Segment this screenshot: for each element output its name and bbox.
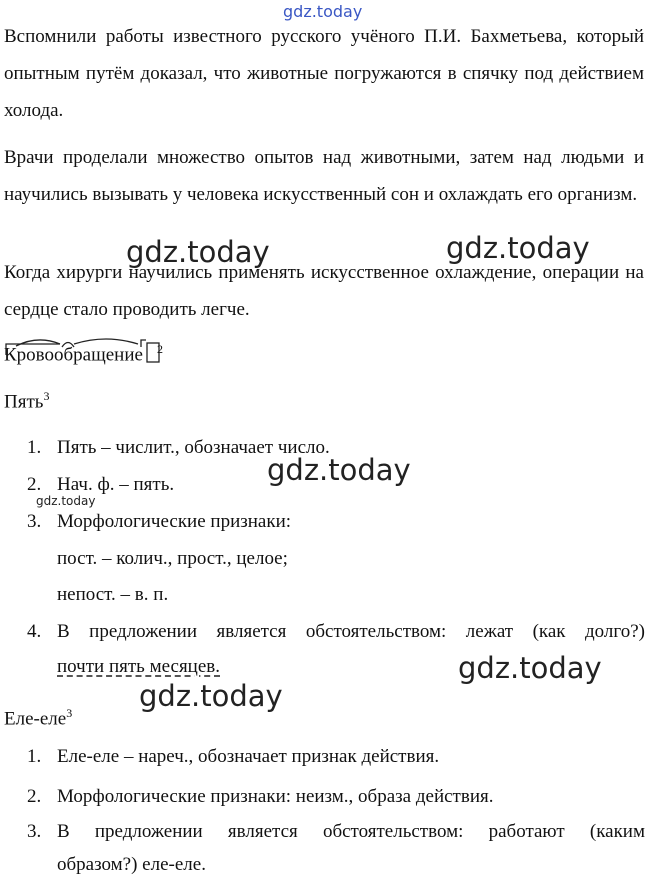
underlined-phrase: почти пять месяцев. [57, 656, 221, 677]
watermark: gdz.today [139, 679, 283, 713]
heading-text: Пять [4, 391, 44, 413]
paragraph: Когда хирурги научились применять искусственное охлаждение, операции на сердце стало проводить легче. [4, 262, 644, 320]
parse-number: 3 [43, 389, 50, 403]
list-item: Еле-еле – нареч., обозначает признак действия. [57, 746, 440, 767]
list-item: В предложении является обстоятельством: работают (каким [57, 821, 645, 842]
list-item: Морфологические признаки: неизм., образа действия. [57, 786, 494, 807]
watermark: gdz.today [267, 453, 411, 487]
parse-number: 2 [156, 342, 163, 356]
list-item: В предложении является обстоятельством: лежат (как долго?) [57, 621, 645, 642]
word-heading [4, 389, 49, 413]
watermark: gdz.today [126, 235, 270, 269]
watermark: gdz.today [458, 651, 602, 685]
watermark-top: gdz.today [283, 2, 363, 21]
parse-number: 3 [66, 706, 73, 720]
list-number: 1. [27, 437, 42, 458]
word-kровообращение: Кровообращение [4, 344, 143, 366]
list-number: 3. [27, 511, 42, 532]
list-number: 3. [27, 821, 42, 842]
list-item: Нач. ф. – пять. [57, 474, 175, 495]
watermark: gdz.today [446, 231, 590, 265]
word-heading [4, 706, 72, 730]
watermark: gdz.today [36, 494, 96, 508]
list-item: Морфологические признаки: [57, 511, 292, 532]
paragraph: Врачи проделали множество опытов над животными, затем над людьми и научились вызывать у человека искусственный сон и охлаждать его организм. [4, 147, 644, 205]
list-number: 2. [27, 474, 42, 495]
list-item-line: непост. – в. п. [57, 584, 169, 605]
list-number: 1. [27, 746, 42, 767]
list-number: 2. [27, 786, 42, 807]
list-item-line: образом?) еле-еле. [57, 854, 206, 875]
list-item: Пять – числит., обозначает число. [57, 437, 330, 458]
morphemic-parse [4, 342, 163, 366]
heading-text: Еле-еле [4, 708, 67, 730]
list-number: 4. [27, 621, 42, 642]
list-item-line: пост. – колич., прост., целое; [57, 548, 288, 569]
paragraph: Вспомнили работы известного русского учёного П.И. Бахметьева, который опытным путём доказал, что животные погружаются в спячку под действием холода. [4, 26, 644, 121]
morpheme-marks-icon [4, 335, 164, 365]
